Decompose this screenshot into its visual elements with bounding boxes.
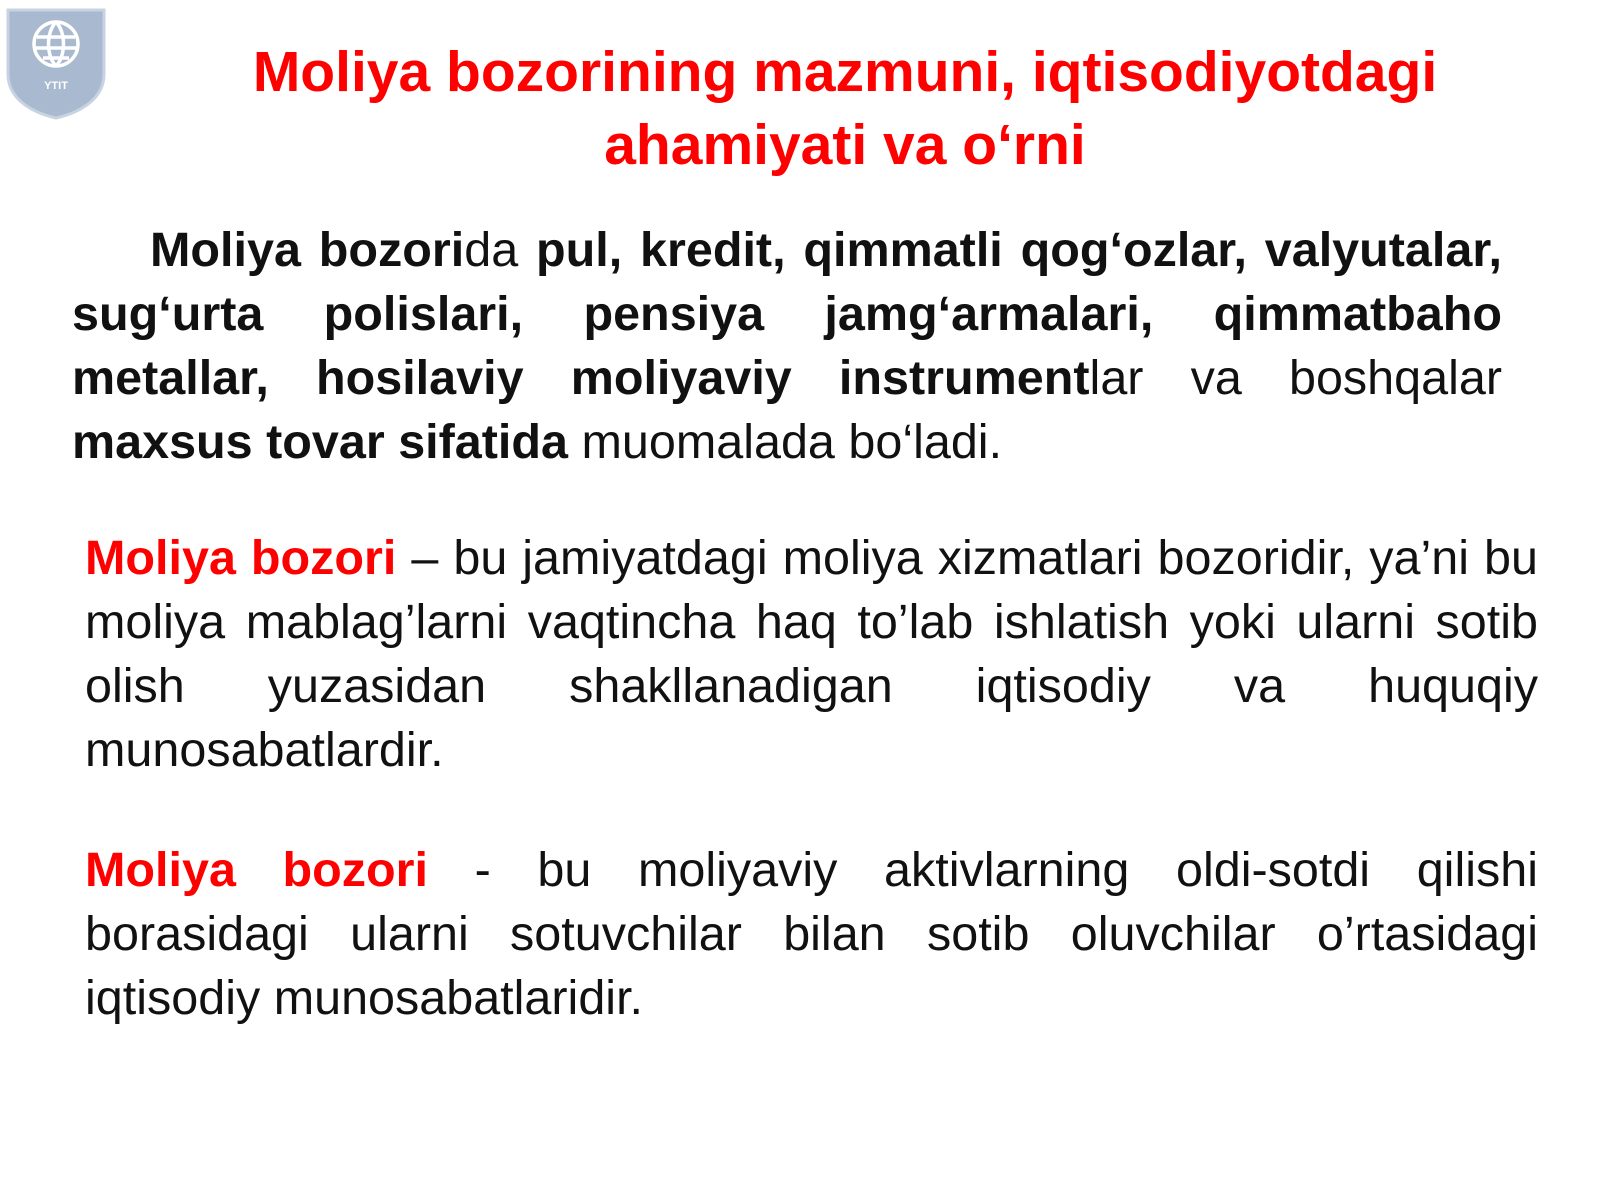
definition-1-text: – bu jamiyatdagi moliya xizmatlari bozoridir, ya’ni bu moliya mablag’larni vaqtincha haq to’lab ishlatish yoki ularni sotib olish yuzasidan shakllanadigan iqtisodiy va huquqiy munosabatlardir. <box>85 531 1538 777</box>
intro-text-bold-1: Moliya bozori <box>150 223 465 277</box>
definition-1-term: Moliya bozori <box>85 531 397 585</box>
intro-text-regular-3: muomalada bo‘ladi. <box>568 415 1003 469</box>
definition-2-text: - bu moliyaviy aktivlarning oldi-sotdi qilishi borasidagi ularni sotuvchilar bilan sotib oluvchilar o’rtasidagi iqtisodiy munosabatlaridir. <box>85 843 1538 1025</box>
ytit-logo <box>6 8 106 120</box>
intro-text-bold-2: maxsus tovar sifatida <box>72 415 568 469</box>
slide-title-line-2: ahamiyati va o‘rni <box>604 113 1086 177</box>
slide-title-line-1: Moliya bozorining mazmuni, iqtisodiyotdagi <box>252 40 1438 104</box>
intro-paragraph <box>72 218 1502 474</box>
definition-paragraph-1 <box>85 526 1538 782</box>
intro-text-regular-1: da <box>464 223 536 277</box>
logo-text: YTIT <box>44 80 68 92</box>
intro-text-regular-2: lar va boshqalar <box>1089 351 1503 405</box>
intro-instruments-list: pul, kredit, qimmatli qog‘ozlar, valyutalar, sug‘urta polislari, pensiya jamg‘armalari, qimmatbaho metallar, hosilaviy moliyaviy instrument <box>72 223 1503 405</box>
slide-title <box>130 36 1560 182</box>
definition-paragraph-2 <box>85 838 1538 1030</box>
definition-2-term: Moliya bozori <box>85 843 429 897</box>
